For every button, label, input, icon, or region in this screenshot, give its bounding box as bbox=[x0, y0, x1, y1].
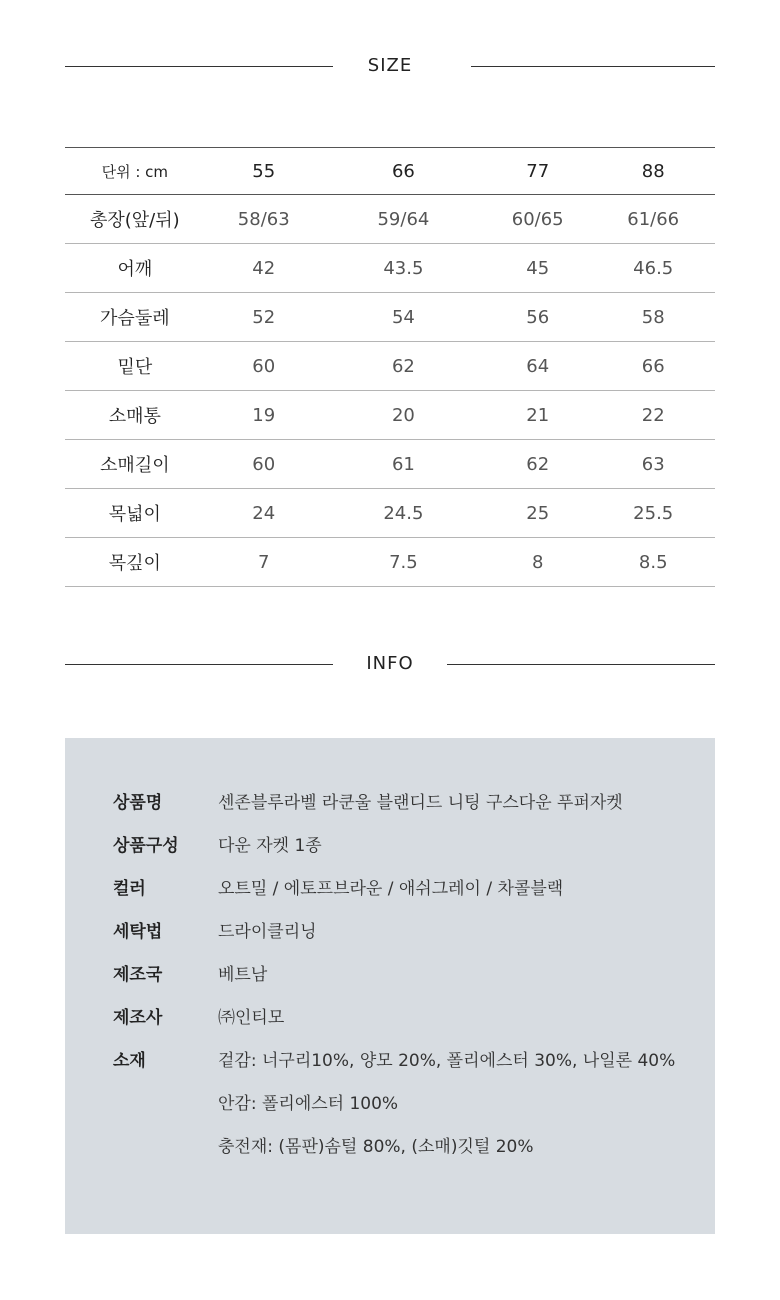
table-cell: 8 bbox=[531, 551, 544, 573]
size-table bbox=[65, 147, 715, 587]
info-row-product-name bbox=[113, 788, 703, 818]
table-cell: 42 bbox=[252, 257, 276, 279]
size-divider-right bbox=[471, 66, 715, 67]
info-value-outer: 겉감: 너구리10%, 양모 20%, 폴리에스터 30%, 나일론 40% bbox=[218, 1051, 676, 1071]
table-cell: 61/66 bbox=[627, 208, 680, 230]
table-cell: 22 bbox=[641, 404, 665, 426]
info-row-washing bbox=[113, 917, 703, 947]
table-cell: 24 bbox=[252, 502, 276, 524]
table-row bbox=[65, 244, 715, 293]
table-cell: 43.5 bbox=[383, 257, 424, 279]
table-cell: 52 bbox=[252, 306, 276, 328]
info-key: 상품명 bbox=[113, 793, 163, 813]
info-value: 오트밀 / 에토프브라운 / 애쉬그레이 / 차콜블랙 bbox=[218, 879, 564, 899]
info-key: 제조사 bbox=[113, 1008, 163, 1028]
info-row-material bbox=[113, 1046, 703, 1076]
size-table-header-row bbox=[65, 148, 715, 195]
table-row bbox=[65, 195, 715, 244]
table-cell: 45 bbox=[526, 257, 550, 279]
info-row-maker bbox=[113, 1003, 703, 1033]
table-cell: 60/65 bbox=[511, 208, 564, 230]
info-value-lining: 안감: 폴리에스터 100% bbox=[218, 1094, 399, 1114]
info-value: 드라이클리닝 bbox=[218, 922, 317, 942]
table-row bbox=[65, 293, 715, 342]
table-cell: 62 bbox=[526, 453, 550, 475]
table-cell: 66 bbox=[641, 355, 665, 377]
table-cell: 62 bbox=[391, 355, 415, 377]
table-row bbox=[65, 538, 715, 587]
table-cell: 61 bbox=[391, 453, 415, 475]
table-cell: 7 bbox=[258, 551, 270, 573]
table-cell: 63 bbox=[641, 453, 665, 475]
info-box bbox=[65, 738, 715, 1234]
table-cell: 20 bbox=[391, 404, 415, 426]
row-label: 소매길이 bbox=[100, 455, 170, 476]
info-row-composition bbox=[113, 831, 703, 861]
row-label: 목깊이 bbox=[108, 553, 161, 574]
row-label: 총장(앞/뒤) bbox=[89, 210, 180, 231]
row-label: 밑단 bbox=[117, 357, 153, 378]
info-value: 다운 자켓 1종 bbox=[218, 836, 322, 856]
info-key: 컬러 bbox=[113, 879, 146, 899]
info-row-material-filling bbox=[113, 1132, 703, 1162]
table-cell: 56 bbox=[526, 306, 550, 328]
info-row-material-lining bbox=[113, 1089, 703, 1119]
table-cell: 64 bbox=[526, 355, 550, 377]
table-cell: 19 bbox=[252, 404, 276, 426]
size-header-77: 77 bbox=[526, 160, 550, 182]
info-divider-right bbox=[447, 664, 715, 665]
info-key: 소재 bbox=[113, 1051, 146, 1071]
size-section-header bbox=[65, 54, 715, 78]
table-row bbox=[65, 342, 715, 391]
table-cell: 8.5 bbox=[638, 551, 668, 573]
table-cell: 60 bbox=[252, 453, 276, 475]
table-cell: 54 bbox=[391, 306, 415, 328]
info-section-title: INFO bbox=[366, 653, 414, 674]
size-section-title: SIZE bbox=[367, 55, 413, 76]
info-value-filling: 충전재: (몸판)솜털 80%, (소매)깃털 20% bbox=[218, 1137, 534, 1157]
info-key: 세탁법 bbox=[113, 922, 163, 942]
row-label: 목넓이 bbox=[108, 504, 161, 525]
size-header-88: 88 bbox=[641, 160, 665, 182]
info-row-country bbox=[113, 960, 703, 990]
unit-label: 단위 : cm bbox=[101, 162, 169, 181]
row-label: 가슴둘레 bbox=[100, 308, 170, 329]
table-row bbox=[65, 440, 715, 489]
size-header-55: 55 bbox=[252, 160, 276, 182]
info-key: 상품구성 bbox=[113, 836, 179, 856]
info-section-header bbox=[65, 652, 715, 676]
table-cell: 7.5 bbox=[389, 551, 418, 573]
table-cell: 58/63 bbox=[237, 208, 290, 230]
info-value: 베트남 bbox=[218, 965, 268, 985]
info-value: 센존블루라벨 라쿤울 블랜디드 니팅 구스다운 푸퍼자켓 bbox=[218, 793, 623, 813]
table-cell: 58 bbox=[641, 306, 665, 328]
table-row bbox=[65, 391, 715, 440]
table-cell: 25 bbox=[526, 502, 550, 524]
table-cell: 25.5 bbox=[633, 502, 674, 524]
size-header-66: 66 bbox=[391, 160, 415, 182]
table-cell: 60 bbox=[252, 355, 276, 377]
info-value: ㈜인티모 bbox=[218, 1008, 285, 1028]
row-label: 어깨 bbox=[117, 259, 153, 280]
table-cell: 21 bbox=[526, 404, 550, 426]
table-cell: 24.5 bbox=[383, 502, 424, 524]
row-label: 소매통 bbox=[108, 406, 161, 427]
table-cell: 59/64 bbox=[377, 208, 430, 230]
table-cell: 46.5 bbox=[633, 257, 674, 279]
info-key: 제조국 bbox=[113, 965, 163, 985]
table-row bbox=[65, 489, 715, 538]
info-row-color bbox=[113, 874, 703, 904]
